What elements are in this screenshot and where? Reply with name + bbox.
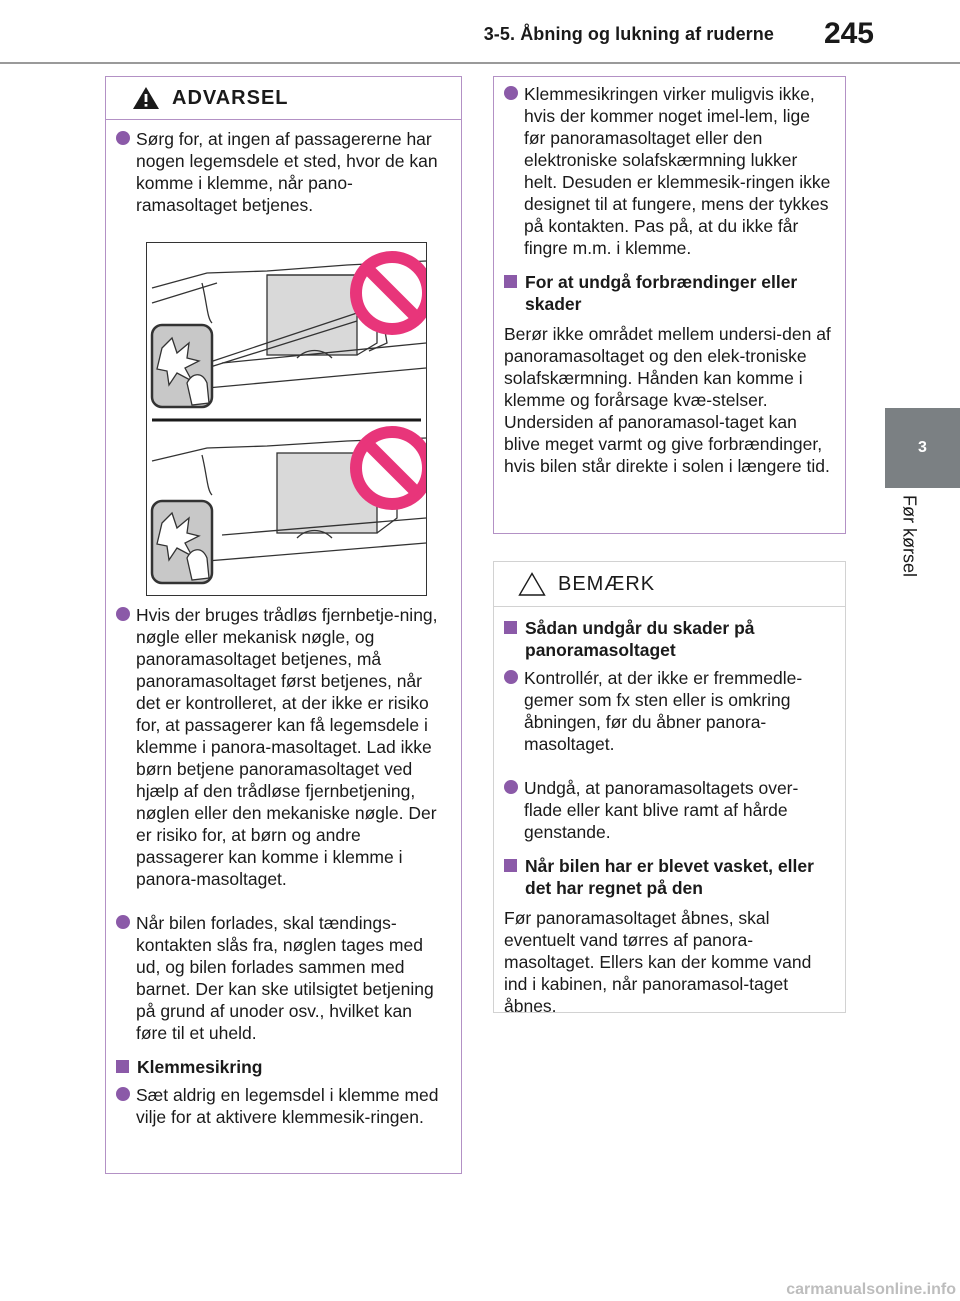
warning-triangle-icon (132, 86, 160, 110)
sunroof-illustration (146, 242, 427, 596)
list-item: Undgå, at panoramasoltagets over-flade eller kant blive ramt af hårde genstande. (504, 777, 831, 843)
list-item: Hvis der bruges trådløs fjernbetje-ning, nøgle eller mekanisk nøgle, og panoramasoltaget betjenes, må panoramasoltaget først betjenes, når det er kontrolleret, at der ikke er risiko for, at passagerer kan få legemsdele i klemme i panora-masoltaget. Lad ikke børn betjene panoramasoltaget ved hjælp af den trådløse fjernbetjening, nøglen eller den mekaniske nøgle. Der er risiko for, at børn og andre passagerer kan komme i klemme i panora-masoltaget. (116, 604, 447, 890)
square-bullet-icon (504, 859, 517, 872)
paragraph: Berør ikke området mellem undersi-den af panoramasoltaget og den elek-troniske solafskærmning. Hånden kan komme i klemme og forårsage kvæ-stelser. Undersiden af panoramasol-taget kan blive meget varmt og give forbrændinger, hvis bilen står direkte i solen i længere tid. (504, 324, 831, 476)
chapter-tab[interactable] (885, 408, 960, 488)
notice-header (494, 562, 845, 607)
list-item: Når bilen forlades, skal tændings-kontakten slås fra, nøglen tages med ud, og bilen forlades sammen med barnet. Der kan ske utilsigtet betjening på grund af unoder osv., hvilket kan føre til et uheld. (116, 912, 447, 1044)
warning-header (106, 77, 461, 120)
bullet-dot-icon (504, 86, 518, 100)
watermark: carmanualsonline.info (786, 1281, 956, 1298)
chapter-title: Før kørsel (899, 495, 920, 577)
bullet-dot-icon (116, 915, 130, 929)
list-item: Sørg for, at ingen af passagererne har nogen legemsdele et sted, hvor de kan komme i klemme, når pano-ramasoltaget betjenes. (116, 128, 447, 216)
subheading-burns: For at undgå forbrændinger eller skader (504, 271, 831, 315)
sunroof-pinch-illustration-icon (147, 243, 426, 595)
page-number: 245 (823, 17, 874, 50)
notice-triangle-icon (518, 572, 546, 596)
paragraph: Før panoramasoltaget åbnes, skal eventuelt vand tørres af panora-masoltaget. Ellers kan der komme vand ind i kabinen, når panoramasol-taget åbnes. (504, 908, 812, 1016)
bullet-dot-icon (504, 780, 518, 794)
bullet-dot-icon (116, 607, 130, 621)
section-title: 3-5. Åbning og lukning af ruderne (483, 24, 774, 44)
list-item: Kontrollér, at der ikke er fremmedle-gemer som fx sten eller is omkring åbningen, før du åbner panora-masoltaget. (504, 667, 831, 755)
notice-title: BEMÆRK (558, 572, 656, 595)
page-header (0, 0, 960, 64)
square-bullet-icon (504, 621, 517, 634)
notice-box (493, 561, 846, 1016)
warning-title: ADVARSEL (172, 86, 289, 109)
subheading-wash: Når bilen har er blevet vasket, eller det har regnet på den (504, 855, 831, 899)
list-item: Sæt aldrig en legemsdel i klemme med vilje for at aktivere klemmesik-ringen. (116, 1084, 447, 1128)
warning-box (105, 76, 462, 1174)
list-item: Klemmesikringen virker muligvis ikke, hvis der kommer noget imel-lem, lige før panoramasoltaget eller den elektroniske solafskærmning lukker helt. Desuden er klemmesik-ringen ikke designet til at fungere, mens der tykkes på kontakten. Pas på, at du ikke får fingre m.m. i klemme. (504, 83, 831, 259)
square-bullet-icon (116, 1060, 129, 1073)
subheading-damage: Sådan undgår du skader på panoramasoltaget (504, 617, 831, 661)
bullet-dot-icon (504, 670, 518, 684)
subheading-klemmesikring: Klemmesikring (116, 1056, 447, 1078)
square-bullet-icon (504, 275, 517, 288)
bullet-dot-icon (116, 1087, 130, 1101)
chapter-number: 3 (918, 439, 927, 456)
bullet-dot-icon (116, 131, 130, 145)
warning-continuation-box (493, 76, 846, 534)
